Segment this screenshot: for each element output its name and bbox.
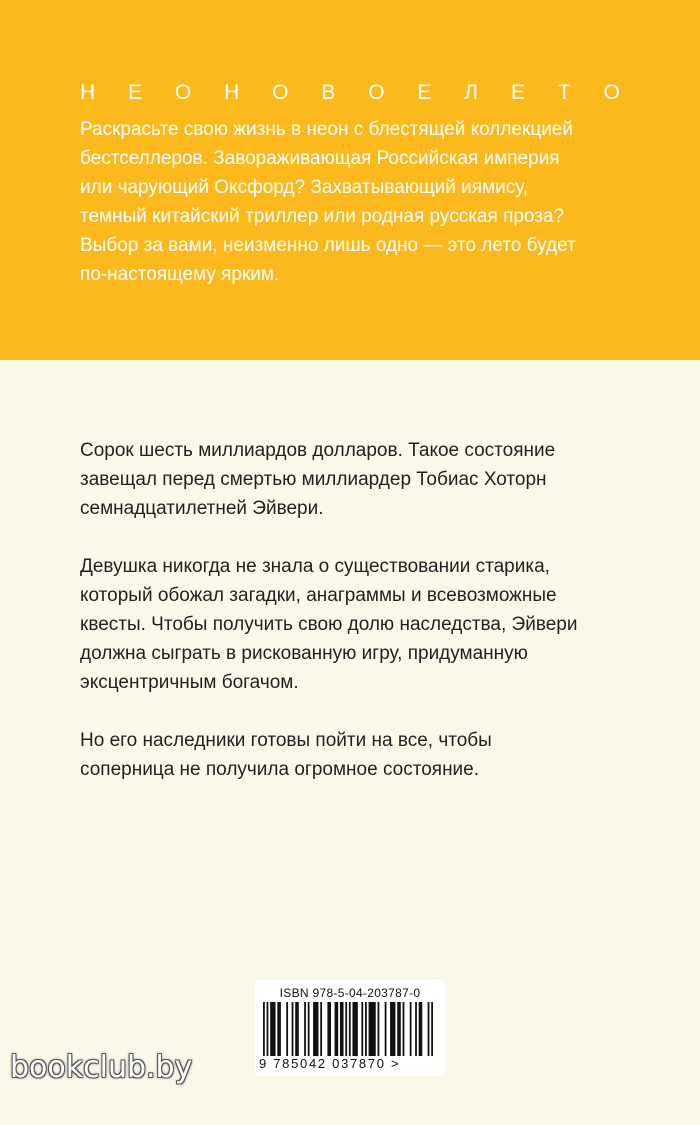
series-title-letter: О	[272, 81, 289, 104]
barcode-bar	[378, 1002, 380, 1056]
barcode-bar	[340, 1002, 344, 1056]
barcode	[255, 980, 445, 1076]
barcode-bar	[263, 1002, 265, 1056]
isbn-label: ISBN 978-5-04-203787-0	[279, 986, 421, 1000]
barcode-bar	[390, 1002, 395, 1056]
series-blurb-line: Раскрасьте свою жизнь в неон с блестящей коллекцией	[80, 119, 573, 140]
series-blurb-line: бестселлеров. Завораживающая Российская империя	[80, 148, 560, 169]
annotation-line: завещал перед смертью миллиардер Тобиас Хоторн	[80, 469, 547, 490]
annotation-line: эксцентричным богачом.	[80, 672, 299, 693]
barcode-bar	[385, 1002, 387, 1056]
barcode-bar	[410, 1002, 412, 1056]
series-title-letter: В	[321, 81, 336, 104]
annotation-line: Но его наследники готовы пойти на все, чтобы	[80, 730, 492, 751]
barcode-bar	[335, 1002, 339, 1056]
annotation-line: который обожал загадки, анаграммы и всевозможные	[80, 585, 557, 606]
annotation-paragraph	[80, 726, 640, 784]
barcode-bar	[428, 1002, 430, 1056]
barcode-bar	[352, 1002, 357, 1056]
barcode-bar	[304, 1002, 306, 1056]
barcode-bar	[292, 1002, 294, 1056]
barcode-bar	[365, 1002, 367, 1056]
annotation-line: Сорок шесть миллиардов долларов. Такое состояние	[80, 440, 556, 461]
barcode-bar	[403, 1002, 405, 1056]
series-blurb-line: или чарующий Оксфорд? Захватывающий иямису,	[80, 177, 529, 198]
barcode-bar	[397, 1002, 401, 1056]
series-title-letter: Е	[417, 81, 432, 104]
barcode-bar	[308, 1002, 310, 1056]
barcode-bar	[431, 1002, 433, 1056]
series-title	[80, 80, 620, 106]
barcode-bar	[419, 1002, 423, 1056]
annotation-line: Девушка никогда не знала о существовании старика,	[80, 556, 550, 577]
series-title-letter: Н	[80, 81, 96, 104]
barcode-bar	[369, 1002, 376, 1056]
barcode-bar	[270, 1002, 275, 1056]
barcode-bars	[263, 1002, 433, 1056]
barcode-bar	[327, 1002, 331, 1056]
series-title-letter: Л	[464, 81, 479, 104]
series-title-letter: Н	[224, 81, 240, 104]
series-title-letter: О	[174, 81, 192, 104]
barcode-digits: 9 785042 037870 >	[259, 1056, 401, 1071]
series-title-letter: Е	[128, 81, 143, 104]
annotation-line: семнадцатилетней Эйвери.	[80, 498, 324, 519]
barcode-bar	[267, 1002, 269, 1056]
watermark: bookclub.by	[10, 1050, 193, 1085]
barcode-bar	[415, 1002, 417, 1056]
barcode-bar	[295, 1002, 299, 1056]
annotation-paragraph	[80, 552, 640, 697]
series-title-letter: Е	[510, 81, 525, 104]
barcode-bar	[313, 1002, 318, 1056]
barcode-bar	[277, 1002, 281, 1056]
barcode-bar	[349, 1002, 351, 1056]
series-blurb-line: Выбор за вами, неизменно лишь одно — это лето будет	[80, 235, 576, 256]
series-blurb-line: по-настоящему ярким.	[80, 264, 280, 285]
barcode-bar	[361, 1002, 363, 1056]
annotation-line: должна сыграть в рискованную игру, придуманную	[80, 643, 528, 664]
annotation-line: соперница не получила огромное состояние.	[80, 759, 480, 780]
barcode-bar	[345, 1002, 347, 1056]
book-annotation	[80, 436, 640, 813]
series-title-letter: О	[368, 81, 385, 104]
series-title-letter: О	[603, 81, 620, 104]
barcode-bar	[320, 1002, 322, 1056]
series-blurb-line: темный китайский триллер или родная русская проза?	[80, 206, 565, 227]
series-title-letter: Т	[557, 81, 571, 104]
barcode-bar	[286, 1002, 288, 1056]
series-blurb	[80, 115, 640, 289]
annotation-paragraph	[80, 436, 640, 523]
annotation-line: квесты. Чтобы получить свою долю наследства, Эйвери	[80, 614, 578, 635]
